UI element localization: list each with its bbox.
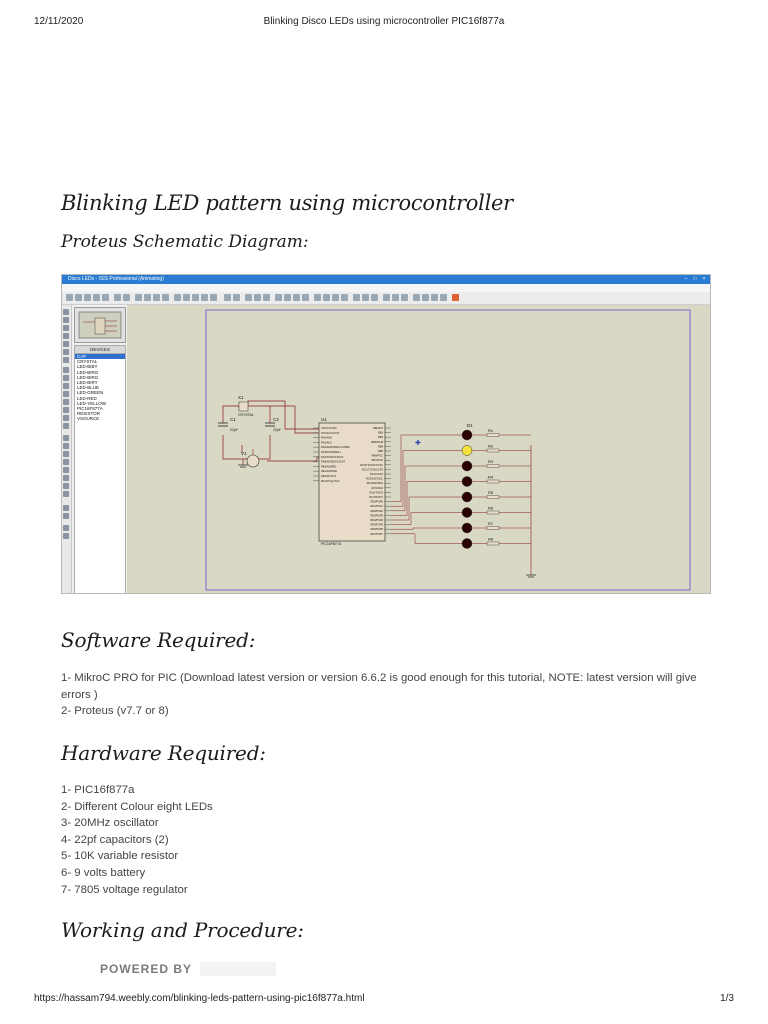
- wire-autorouter-icon[interactable]: [353, 294, 360, 301]
- erc-icon[interactable]: [422, 294, 429, 301]
- circle-icon[interactable]: [63, 451, 69, 457]
- rotate-cw-icon[interactable]: [63, 505, 69, 511]
- pic-right-pin-label: RB1: [377, 431, 383, 435]
- pic-left-pin-label: OSC2/CLKOUT: [321, 431, 340, 435]
- pic-right-pin-label: RD6/PSP6: [370, 528, 383, 532]
- component-mode-icon[interactable]: [63, 317, 69, 323]
- led-wire: [391, 435, 462, 502]
- pan-icon[interactable]: [162, 294, 169, 301]
- led: [462, 446, 472, 456]
- resistor-label: R2: [488, 443, 494, 449]
- resistor: [487, 480, 499, 483]
- x1-label: X1: [238, 395, 244, 400]
- pic-right-pin-label: RC6/TX/CK: [369, 491, 383, 495]
- resistor: [487, 434, 499, 437]
- powered-by-logo[interactable]: [200, 962, 276, 976]
- bus-icon[interactable]: [63, 349, 69, 355]
- exit-to-parent-icon[interactable]: [401, 294, 408, 301]
- toolbar: [62, 292, 710, 305]
- led-wire: [391, 513, 462, 525]
- symbol-icon[interactable]: [63, 483, 69, 489]
- copy-icon[interactable]: [254, 294, 261, 301]
- refresh-icon[interactable]: [135, 294, 142, 301]
- pic-right-pin-label: RB4: [377, 445, 383, 449]
- led-wire: [391, 451, 462, 507]
- hardware-heading: Hardware Required:: [61, 741, 266, 765]
- pic-right-pin-label: RD1/PSP1: [370, 505, 383, 509]
- resistor-label: R6: [488, 505, 494, 511]
- new-file-icon[interactable]: [66, 294, 73, 301]
- resistor-label: R7: [488, 521, 494, 526]
- redo-icon[interactable]: [233, 294, 240, 301]
- resistor-label: R4: [488, 474, 494, 480]
- rotate-ccw-icon[interactable]: [63, 513, 69, 519]
- ares-icon[interactable]: [440, 294, 447, 301]
- hardware-item: 1- PIC16f877a: [61, 784, 135, 796]
- device-item[interactable]: PIC16F877A: [77, 406, 103, 412]
- export-icon[interactable]: [102, 294, 109, 301]
- led: [462, 477, 472, 487]
- pic-left-pin-label: RA4/T0CKI/C1OUT: [321, 455, 344, 459]
- pic-right-pin-label: RB0/INT: [373, 427, 383, 430]
- led: [462, 508, 472, 518]
- window-titlebar: [62, 275, 710, 284]
- cut-icon[interactable]: [245, 294, 252, 301]
- pic-left-pin-label: RA5/AN4/SS/C2OUT: [321, 460, 346, 464]
- tape-recorder-icon[interactable]: [63, 391, 69, 397]
- v1-label: V1: [241, 451, 247, 456]
- software-list: [61, 670, 711, 720]
- led: [462, 461, 472, 471]
- devices-header: DEVICES: [74, 345, 126, 354]
- path-icon[interactable]: [63, 467, 69, 473]
- pic-right-pin-label: RB6/PGC: [371, 454, 383, 458]
- block-move-icon[interactable]: [284, 294, 291, 301]
- device-item[interactable]: LED-GREEN: [77, 390, 104, 396]
- schematic-canvas[interactable]: [127, 305, 710, 593]
- pic-right-pin-label: RC3/SCK/SCL: [365, 477, 383, 481]
- pic-left-pin-label: RE0/AN5/RD: [321, 465, 337, 469]
- print-url: https://hassam794.weebly.com/blinking-leds-pattern-using-pic16f877a.html: [34, 993, 365, 1004]
- print-date: 12/11/2020: [34, 16, 84, 27]
- box-icon[interactable]: [63, 443, 69, 449]
- pic-right-pin-label: RD0/PSP0: [370, 500, 383, 504]
- resistor: [487, 542, 499, 545]
- pic-right-pin-label: RC1/T1OSI/CCP2: [361, 468, 383, 472]
- led-wire: [391, 482, 462, 516]
- mirror-x-icon[interactable]: [63, 525, 69, 531]
- c2-label: C2: [273, 417, 279, 422]
- overview-thumbnail: [75, 308, 125, 342]
- undo-icon[interactable]: [224, 294, 231, 301]
- device-item[interactable]: CAP: [75, 354, 125, 359]
- pic-right-pin-label: RC5/SDO: [371, 486, 383, 490]
- schematic-drawing: [127, 305, 710, 593]
- print-page-number: 1/3: [720, 993, 734, 1004]
- hardware-item: 2- Different Colour eight LEDs: [61, 800, 213, 813]
- device-item[interactable]: LED-BIRY: [77, 380, 98, 386]
- devices-list[interactable]: [74, 353, 126, 594]
- pic-right-pin-label: RB7/PGD: [371, 459, 383, 463]
- working-heading: Working and Procedure:: [61, 918, 304, 942]
- pic-left-pin-label: RE2/AN7/CS: [321, 475, 337, 478]
- device-item[interactable]: CRYSTAL: [77, 359, 98, 365]
- window-title: Disco LEDs - ISIS Professional (Animating): [68, 276, 164, 282]
- pick-device-icon[interactable]: [314, 294, 321, 301]
- mirror-y-icon[interactable]: [63, 533, 69, 539]
- generator-icon[interactable]: [63, 399, 69, 405]
- line-icon[interactable]: [63, 435, 69, 441]
- open-file-icon[interactable]: [75, 294, 82, 301]
- resistor: [487, 511, 499, 514]
- led: [462, 430, 472, 440]
- area-icon[interactable]: [123, 294, 130, 301]
- hardware-list: [61, 782, 711, 898]
- pic-right-pin-label: RC4/SDI/SDA: [366, 482, 383, 486]
- u1-label: U1: [321, 417, 327, 422]
- pin-icon[interactable]: [63, 375, 69, 381]
- resistor: [487, 465, 499, 468]
- device-item[interactable]: RESISTOR: [77, 411, 100, 417]
- device-item[interactable]: LED-BIRG: [77, 369, 99, 375]
- paste-icon[interactable]: [263, 294, 270, 301]
- led-wire: [391, 534, 462, 544]
- c1-value: 22pF: [230, 428, 238, 432]
- proteus-screenshot: [61, 274, 711, 594]
- schematic-heading: Proteus Schematic Diagram:: [61, 232, 309, 252]
- resistor-label: R3: [488, 459, 494, 464]
- c1-label: C1: [230, 417, 236, 422]
- led-wire: [391, 528, 462, 529]
- powered-by-label: POWERED BY: [100, 962, 193, 976]
- decompose-icon[interactable]: [341, 294, 348, 301]
- block-copy-icon[interactable]: [275, 294, 282, 301]
- arc-icon[interactable]: [63, 459, 69, 465]
- pic-left-pin-label: MCLR/Vpp/THV: [321, 479, 340, 483]
- device-item[interactable]: LED-BIBY: [77, 364, 98, 370]
- zoom-area-icon[interactable]: [210, 294, 217, 301]
- probe-cursor-icon: ✚: [415, 440, 421, 447]
- u1-type: PIC16F877A: [321, 542, 342, 546]
- pic-left-pin-label: RA0/AN0: [321, 436, 332, 440]
- grid-icon[interactable]: [144, 294, 151, 301]
- import-icon[interactable]: [93, 294, 100, 301]
- hardware-item: 5- 10K variable resistor: [61, 850, 179, 863]
- resistor: [487, 449, 499, 452]
- pic-right-pin-label: RC7/RX/DT: [369, 496, 383, 499]
- remove-sheet-icon[interactable]: [392, 294, 399, 301]
- resistor-label: R1: [488, 428, 494, 433]
- mode-toolbar: [62, 305, 72, 593]
- software-item: 1- MikroC PRO for PIC (Download latest version or version 6.6.2 is good enough for this tutorial, NOTE: latest version will give: [61, 672, 697, 684]
- hardware-item: 3- 20MHz oscillator: [61, 817, 159, 830]
- resistor: [487, 527, 499, 530]
- pic-right-pin-label: RB5: [377, 450, 383, 453]
- current-probe-icon[interactable]: [63, 415, 69, 421]
- terminal-icon[interactable]: [63, 367, 69, 373]
- pic-right-pin-label: RD4/PSP4: [370, 519, 383, 522]
- minimize-icon[interactable]: –: [684, 276, 688, 282]
- device-item[interactable]: LED-BIRG: [77, 374, 99, 380]
- device-item[interactable]: LED-RED: [77, 395, 97, 401]
- selection-mode-icon[interactable]: [63, 309, 69, 315]
- sheet-border: [206, 310, 690, 590]
- pic-right-pin-label: RC0/T1OSO/T1CKI: [360, 463, 383, 467]
- voltage-source-v1: [241, 449, 259, 467]
- close-icon[interactable]: ×: [702, 276, 706, 282]
- device-item[interactable]: LED-BLUE: [77, 385, 100, 391]
- text-icon[interactable]: [63, 475, 69, 481]
- junction-dot-icon[interactable]: [63, 325, 69, 331]
- voltage-probe-icon[interactable]: [63, 407, 69, 413]
- zoom-all-icon[interactable]: [201, 294, 208, 301]
- pic-left-pin-label: OSC1/CLKIN: [321, 427, 337, 430]
- packaging-icon[interactable]: [332, 294, 339, 301]
- resistor-label: R5: [488, 490, 494, 495]
- article-title: Blinking LED pattern using microcontroller: [61, 191, 513, 215]
- resistor: [487, 496, 499, 499]
- device-item[interactable]: VSOURCE: [77, 416, 100, 422]
- c2-value: 22pF: [273, 428, 281, 432]
- hardware-item: 7- 7805 voltage regulator: [61, 883, 188, 896]
- hardware-item: 4- 22pf capacitors (2): [61, 833, 169, 846]
- maximize-icon[interactable]: □: [693, 276, 697, 282]
- pic-left-pin-label: RA2/AN2/VREF-/CVREF: [321, 446, 350, 450]
- pic-right-pin-label: RB2: [377, 436, 383, 440]
- center-icon[interactable]: [174, 294, 181, 301]
- make-device-icon[interactable]: [323, 294, 330, 301]
- device-item[interactable]: LED-YELLOW: [77, 400, 107, 406]
- overview-window[interactable]: [74, 307, 126, 343]
- zoom-in-icon[interactable]: [183, 294, 190, 301]
- print-icon[interactable]: [114, 294, 121, 301]
- oscillator-wiring: [223, 401, 319, 465]
- new-sheet-icon[interactable]: [383, 294, 390, 301]
- graph-icon[interactable]: [63, 383, 69, 389]
- marker-icon[interactable]: [63, 491, 69, 497]
- origin-icon[interactable]: [153, 294, 160, 301]
- wire-label-icon[interactable]: [63, 333, 69, 339]
- resistor-label: R8: [488, 536, 494, 542]
- virtual-instrument-icon[interactable]: [63, 423, 69, 429]
- pic-right-pin-label: RD7/PSP7: [370, 532, 383, 536]
- pic-left-pin-label: RE1/AN6/WR: [321, 470, 337, 474]
- led: [462, 523, 472, 533]
- software-item: errors ): [61, 688, 98, 701]
- zoom-out-icon[interactable]: [192, 294, 199, 301]
- pic-left-pin-label: RA3/AN3/VREF+: [321, 451, 341, 454]
- pic-right-pin-label: RB3/PGM: [371, 440, 383, 444]
- save-icon[interactable]: [84, 294, 91, 301]
- led: [462, 539, 472, 549]
- pic-right-pin-label: RD5/PSP5: [370, 523, 383, 527]
- pic-right-pin-label: RD3/PSP3: [370, 514, 383, 518]
- ares-app-icon[interactable]: [452, 294, 459, 301]
- d1-label: D1: [467, 423, 473, 428]
- right-ground: [526, 445, 536, 577]
- search-icon[interactable]: [362, 294, 369, 301]
- pic-right-pin-label: RC2/CCP1: [370, 473, 383, 476]
- pic-right-pin-label: RD2/PSP2: [370, 509, 383, 513]
- netlist-icon[interactable]: [431, 294, 438, 301]
- pic-left-pin-label: RA1/AN1: [321, 441, 332, 445]
- software-item: 2- Proteus (v7.7 or 8): [61, 705, 169, 718]
- menu-bar: [62, 284, 710, 292]
- led-wire: [391, 497, 462, 520]
- print-title: Blinking Disco LEDs using microcontroller PIC16f877a: [263, 16, 505, 27]
- ground-symbol: [238, 465, 248, 467]
- software-heading: Software Required:: [61, 628, 256, 652]
- property-tool-icon[interactable]: [371, 294, 378, 301]
- led-array: [391, 428, 531, 549]
- text-script-icon[interactable]: [63, 341, 69, 347]
- crystal-label: CRYSTAL: [238, 413, 254, 417]
- capacitor-c2: [265, 417, 281, 432]
- hardware-item: 6- 9 volts battery: [61, 866, 146, 879]
- block-delete-icon[interactable]: [302, 294, 309, 301]
- capacitor-c1: [218, 417, 238, 432]
- bill-of-materials-icon[interactable]: [413, 294, 420, 301]
- led-wire: [391, 466, 462, 511]
- pic-microcontroller-u1: [313, 417, 391, 546]
- led: [462, 492, 472, 502]
- block-rotate-icon[interactable]: [293, 294, 300, 301]
- subcircuit-icon[interactable]: [63, 357, 69, 363]
